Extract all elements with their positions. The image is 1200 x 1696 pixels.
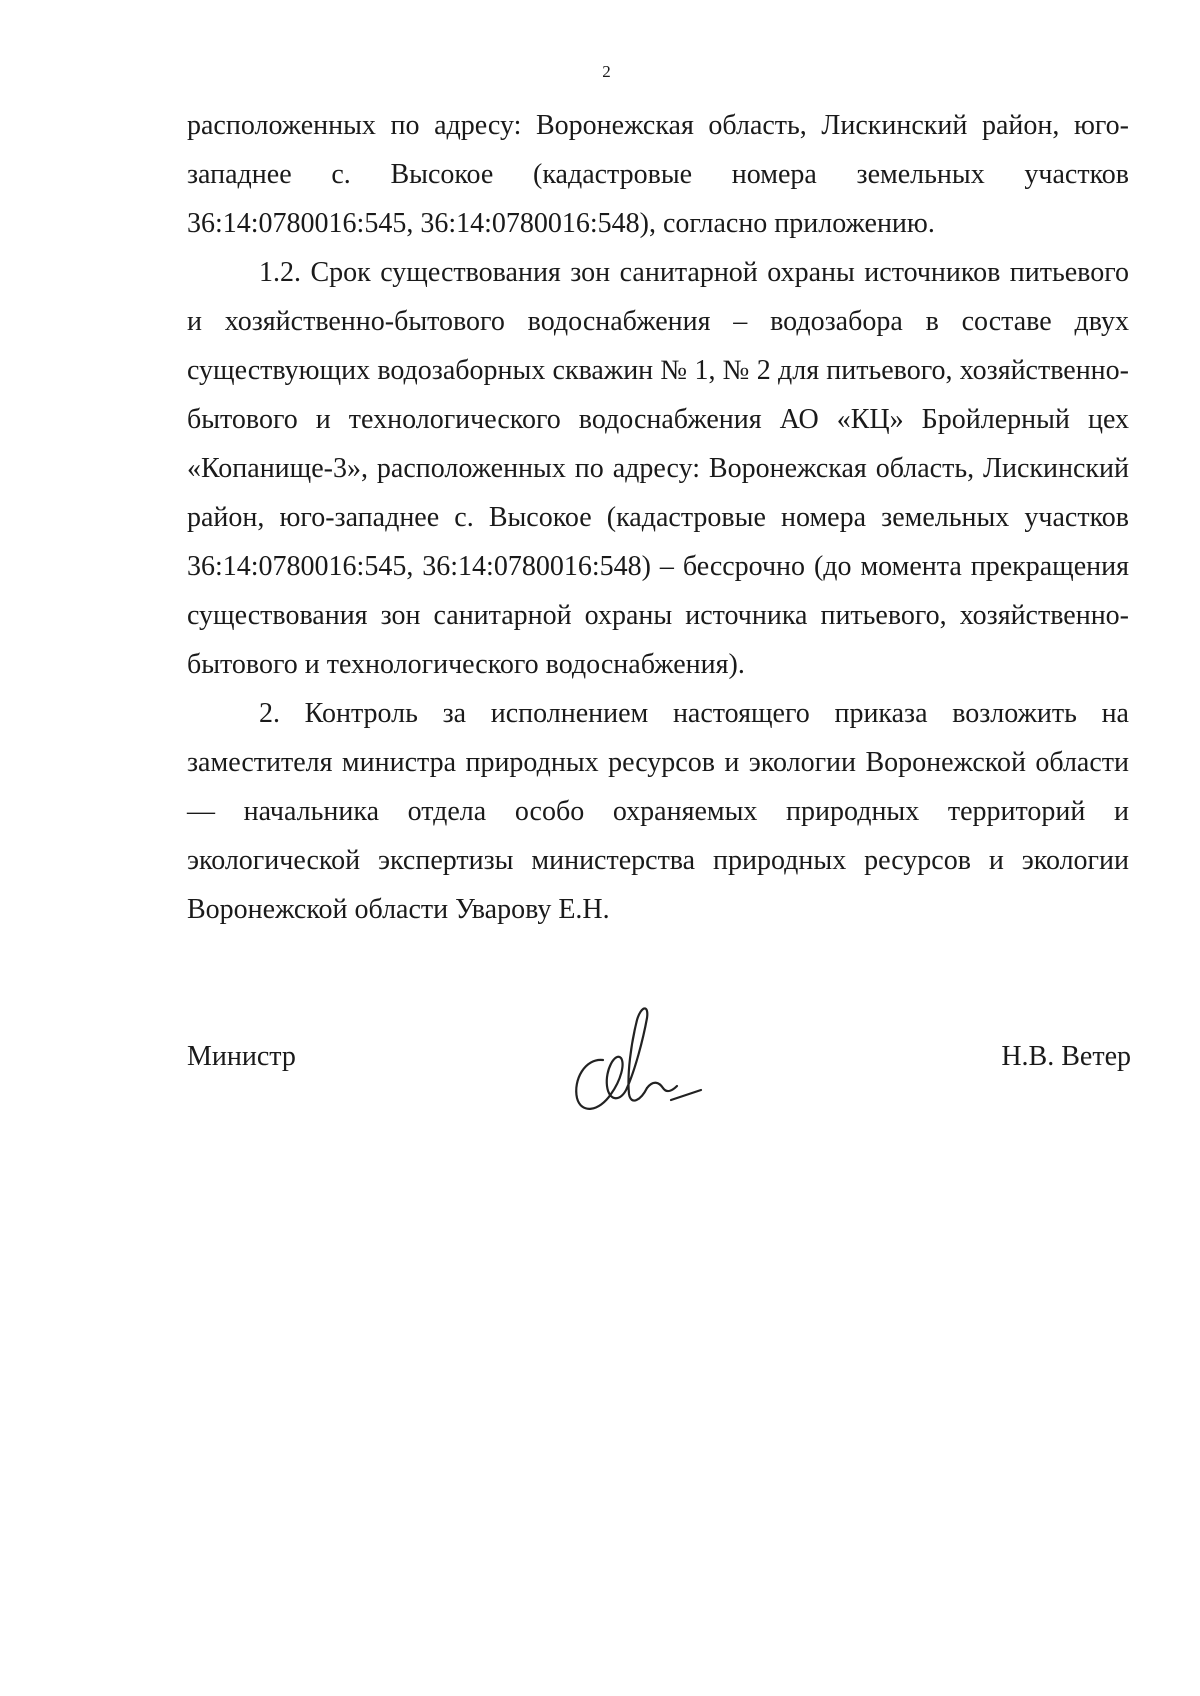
page-number: 2 xyxy=(602,62,611,81)
handwritten-signature xyxy=(555,990,715,1130)
signatory-name: Н.В. Ветер xyxy=(1001,1041,1131,1072)
signatory-title: Министр xyxy=(187,1041,296,1072)
paragraph-2: 2. Контроль за исполнением настоящего приказа возложить на заместителя министра природных ресурсов и экологии Воронежской области — начальника отдела особо охраняемых природных территорий и экологической экспертизы министерства природных ресурсов и экологии Воронежской области Уварову Е.Н. xyxy=(187,698,1129,925)
paragraph-1-2: 1.2. Срок существования зон санитарной охраны источников питьевого и хозяйственно-бытового водоснабжения – водозабора в составе двух существующих водозаборных скважин № 1, № 2 для питьевого, хозяйственно-бытового и технологического водоснабжения АО «КЦ» Бройлерный цех «Копанище-3», расположенных по адресу: Воронежская область, Лискинский район, юго-западнее с. Высокое (кадастровые номера земельных участков 36:14:0780016:545, 36:14:0780016:548) – бессрочно (до момента прекращения существования зон санитарной охраны источника питьевого, хозяйственно-бытового и технологического водоснабжения). xyxy=(187,257,1129,680)
document-body xyxy=(187,101,1129,934)
paragraph-continuation: расположенных по адресу: Воронежская область, Лискинский район, юго-западнее с. Высокое (кадастровые номера земельных участков 36:14:0780016:545, 36:14:0780016:548), согласно приложению. xyxy=(187,110,1129,239)
signature-block xyxy=(187,1030,1129,1170)
